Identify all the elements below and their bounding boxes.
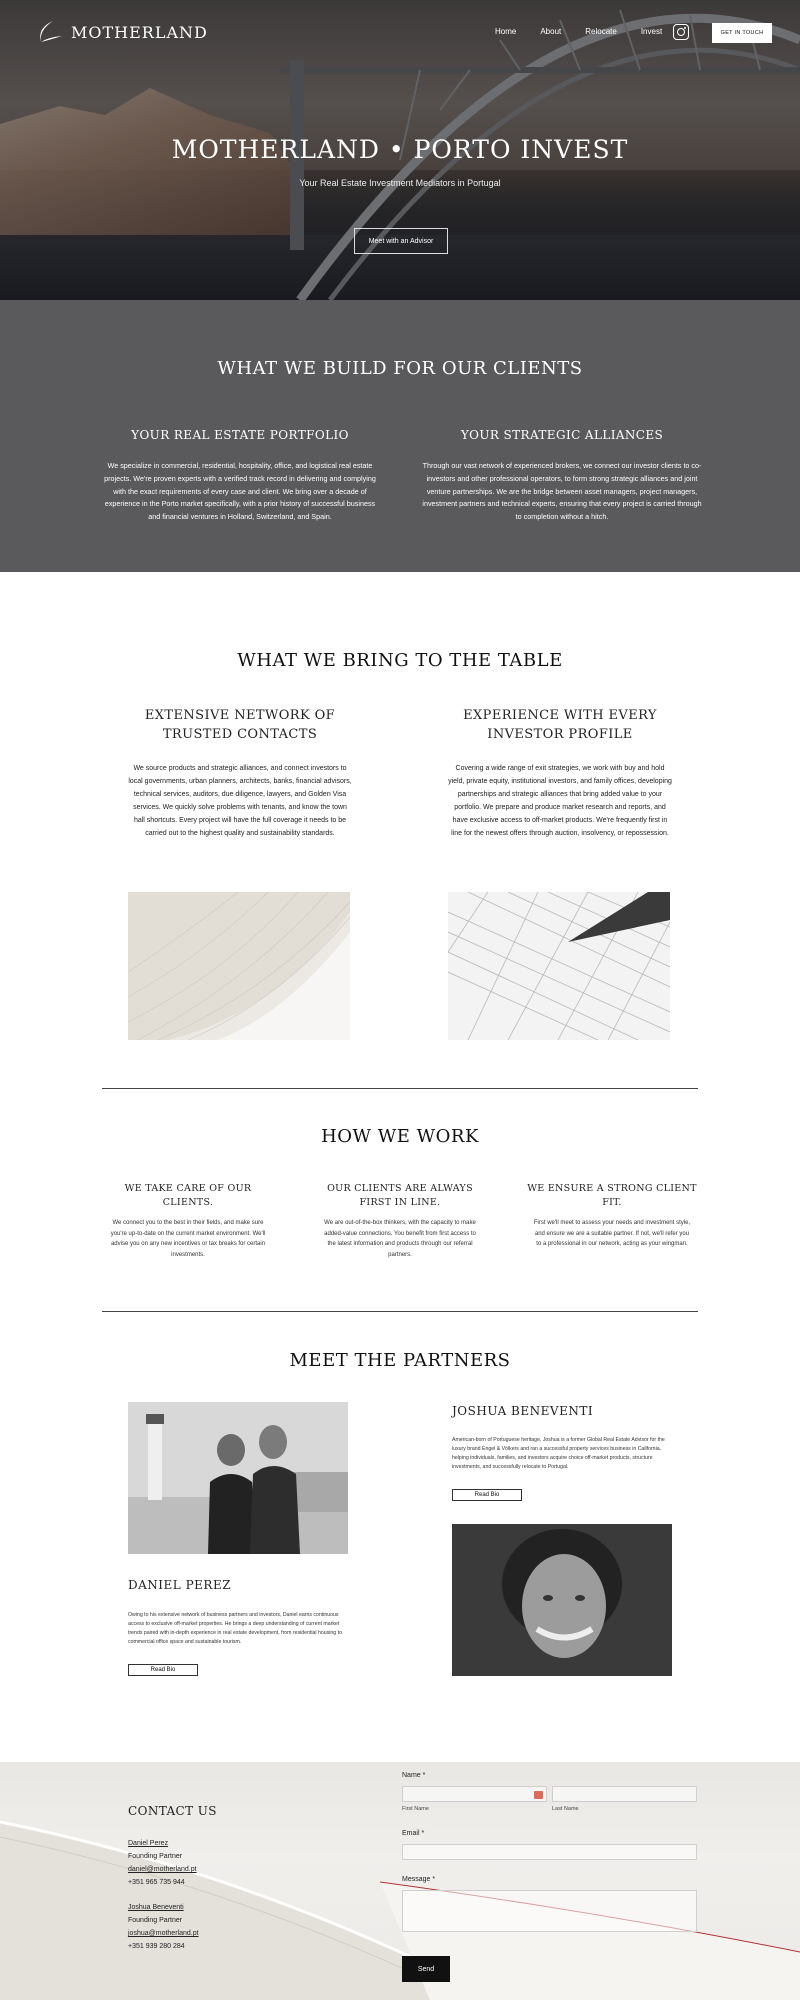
nav-links — [495, 27, 662, 36]
work-item-3-title: WE ENSURE A STRONG CLIENT FIT. — [527, 1183, 697, 1208]
instagram-icon[interactable] — [673, 24, 689, 40]
alliances-title: YOUR STRATEGIC ALLIANCES — [460, 428, 664, 442]
joshua-read-bio-button[interactable]: Read Bio — [452, 1489, 522, 1501]
joshua-bio-text: American-born of Portuguese heritage, Joshua is a former Global Real Estate Advisor for the luxury brand Engel & Völkers and ran a successful property services business in California, helping individuals, families, and investors acquire choice off-market products, structure investments, and successfully relocate to Portugal. — [452, 1437, 665, 1470]
hero-title: MOTHERLAND • PORTO INVEST — [171, 135, 629, 164]
work-title: HOW WE WORK — [321, 1126, 479, 1147]
partners-photo — [128, 1402, 348, 1554]
name-label: Name * — [402, 1772, 426, 1779]
work-item-2-title: OUR CLIENTS ARE ALWAYS FIRST IN LINE. — [327, 1183, 473, 1208]
experience-text: Covering a wide range of exit strategies, we work with buy and hold yield, private equity, institutional investors, and family offices, developing partnerships and strategic alliances that bring added value to your portfolio. We prepare and produce market research and reports, and have exclusive access to off-market products. We're frequently first in line for the newest offers through auction, insolvency, or repossession. — [448, 765, 672, 837]
top-nav — [0, 0, 800, 65]
divider-1 — [102, 1088, 698, 1089]
alliances-text: Through our vast network of experienced brokers, we connect our investor clients to co-investors and other professional operators, to form strong strategic alliances and joint venture partnerships. We are the bridge between asset managers, project managers, investment partners and technical experts, ensuring that every project is carried through to completion without a hitch. — [422, 461, 702, 522]
message-textarea[interactable] — [402, 1890, 697, 1932]
nav-link-invest[interactable]: Invest — [640, 27, 663, 36]
network-text: We source products and strategic alliances, and connect investors to local governments, urban planners, architects, banks, financial advisors, technical services, auditors, due diligence, lawyers, and Golden Visa services. We quickly solve problems with tenants, and know the town hall shortcuts. Every project will have the full coverage it needs to be carried out to the highest quality and sustainability standards. — [128, 765, 352, 837]
nav-link-about[interactable]: About — [540, 27, 562, 36]
contact-p2-email[interactable]: joshua@motherland.pt — [128, 1930, 199, 1937]
build-section — [0, 300, 800, 572]
email-label: Email * — [402, 1830, 425, 1837]
work-item-2-text: We are out-of-the-box thinkers, with the capacity to make added-value connections. You benefit from first access to the latest information and products through our referral partners. — [324, 1220, 476, 1258]
brand-name: MOTHERLAND — [71, 22, 208, 42]
send-button[interactable]: Send — [402, 1956, 450, 1982]
work-item-3-text: First we'll meet to assess your needs and investment style, and ensure we are a suitable partner. If not, we'll refer you to a professional in our network, acting as your wingman. — [533, 1220, 691, 1247]
work-item-1-text: We connect you to the best in their fields, and make sure you're up-to-date on the current market environment. We'll advise you on any new incentives or tax breaks for certain investments. — [110, 1220, 266, 1258]
get-in-touch-button[interactable]: GET IN TOUCH — [712, 23, 772, 43]
contact-p1-email[interactable]: daniel@motherland.pt — [128, 1866, 197, 1873]
contact-p1-phone: +351 965 735 944 — [128, 1879, 185, 1886]
first-name-input[interactable] — [402, 1786, 547, 1802]
meet-advisor-button[interactable]: Meet with an Advisor — [354, 228, 448, 254]
contact-p2-phone: +351 939 280 284 — [128, 1943, 185, 1950]
daniel-name: DANIEL PEREZ — [128, 1578, 232, 1592]
logo-mark-icon — [35, 18, 63, 46]
autofill-icon[interactable] — [534, 1791, 543, 1799]
contact-p2-role: Founding Partner — [128, 1917, 183, 1924]
first-name-sublabel: First Name — [402, 1806, 429, 1812]
contact-p1-name: Daniel Perez — [128, 1840, 169, 1847]
email-input[interactable] — [402, 1844, 697, 1860]
divider-2 — [102, 1311, 698, 1312]
architecture-image-right — [448, 892, 670, 1040]
joshua-portrait — [452, 1524, 672, 1676]
architecture-image-left — [128, 892, 350, 1040]
contact-p2-name: Joshua Beneventi — [128, 1904, 184, 1911]
contact-section — [0, 1762, 800, 2000]
contact-title: CONTACT US — [128, 1804, 217, 1818]
hero-subtitle: Your Real Estate Investment Mediators in Portugal — [299, 178, 501, 188]
last-name-sublabel: Last Name — [552, 1806, 579, 1812]
portfolio-text: We specialize in commercial, residential, hospitality, office, and logistical real estate projects. We're proven experts with a verified track record in delivering and complying with the exact requirements of every case and client. We bring over a decade of experience in the Porto market specifically, with a prior history of successful business and financial ventures in Holland, Switzerland, and Spain. — [104, 461, 376, 522]
nav-link-home[interactable]: Home — [495, 27, 517, 36]
message-label: Message * — [402, 1876, 436, 1883]
work-item-1-title: WE TAKE CARE OF OUR CLIENTS. — [124, 1183, 252, 1208]
hero-section — [0, 0, 800, 300]
contact-p1-role: Founding Partner — [128, 1853, 183, 1860]
build-title: WHAT WE BUILD FOR OUR CLIENTS — [217, 358, 583, 379]
portfolio-title: YOUR REAL ESTATE PORTFOLIO — [131, 428, 349, 442]
last-name-input[interactable] — [552, 1786, 697, 1802]
nav-link-relocate[interactable]: Relocate — [585, 27, 617, 36]
partners-title: MEET THE PARTNERS — [289, 1350, 511, 1371]
daniel-bio-text: Owing to his extensive network of business partners and investors, Daniel earns continuous access to exclusive off-market properties. He brings a deep understanding of current market trends paired with in-depth experience in real estate development, from residential housing to commercial office space and sustainable tourism. — [128, 1612, 342, 1645]
daniel-read-bio-button[interactable]: Read Bio — [128, 1664, 198, 1676]
brand-logo[interactable] — [35, 18, 208, 46]
experience-title: EXPERIENCE WITH EVERY INVESTOR PROFILE — [463, 708, 657, 742]
bring-title: WHAT WE BRING TO THE TABLE — [237, 650, 563, 671]
network-title: EXTENSIVE NETWORK OF TRUSTED CONTACTS — [144, 708, 336, 742]
joshua-name: JOSHUA BENEVENTI — [452, 1404, 594, 1418]
